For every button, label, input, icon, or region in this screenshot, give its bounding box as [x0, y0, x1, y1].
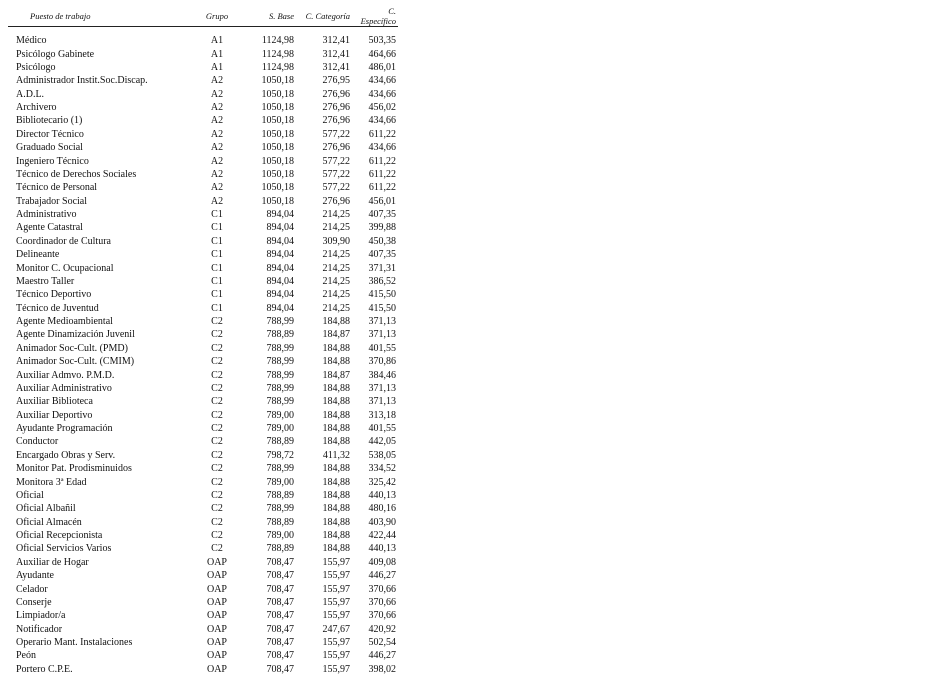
- cell-sueldo-base: 708,47: [266, 637, 294, 649]
- cell-complemento-categoria: 184,88: [322, 382, 350, 394]
- cell-sueldo-base: 1050,18: [261, 142, 294, 154]
- cell-complemento-categoria: 312,41: [322, 48, 350, 60]
- cell-puesto: Auxiliar de Hogar: [16, 556, 89, 568]
- cell-grupo: C2: [211, 449, 223, 461]
- table-header: [8, 6, 398, 27]
- table-row: [8, 556, 398, 569]
- cell-puesto: Psicólogo: [16, 61, 56, 73]
- cell-complemento-categoria: 411,32: [322, 449, 350, 461]
- cell-complemento-especifico: 334,52: [368, 463, 396, 475]
- cell-sueldo-base: 894,04: [266, 209, 294, 221]
- cell-puesto: Animador Soc-Cult. (CMIM): [16, 356, 135, 368]
- table-row: [8, 516, 398, 529]
- cell-puesto: Encargado Obras y Serv.: [16, 449, 116, 461]
- cell-complemento-especifico: 313,18: [368, 409, 396, 421]
- cell-puesto: Técnico de Personal: [16, 182, 98, 194]
- cell-sueldo-base: 788,89: [266, 516, 294, 528]
- table-row: [8, 288, 398, 301]
- cell-grupo: A1: [210, 35, 224, 47]
- cell-grupo: C1: [211, 275, 223, 287]
- cell-puesto: Auxiliar Administrativo: [16, 382, 112, 394]
- table-row: [8, 261, 398, 274]
- cell-complemento-especifico: 442,05: [368, 436, 396, 448]
- cell-puesto: A.D.L.: [16, 88, 45, 100]
- cell-complemento-especifico: 434,66: [368, 142, 396, 154]
- table-row: [8, 195, 398, 208]
- cell-puesto: Celador: [16, 583, 48, 595]
- cell-sueldo-base: 788,99: [266, 316, 294, 328]
- cell-puesto: Monitor C. Ocupacional: [16, 262, 114, 274]
- cell-complemento-especifico: 371,13: [368, 329, 396, 341]
- cell-puesto: Delineante: [16, 249, 60, 261]
- cell-sueldo-base: 894,04: [266, 289, 294, 301]
- cell-sueldo-base: 798,72: [266, 449, 294, 461]
- cell-grupo: C2: [211, 409, 223, 421]
- cell-complemento-especifico: 422,44: [368, 530, 396, 542]
- table-body: [8, 27, 398, 677]
- cell-complemento-categoria: 155,97: [322, 637, 350, 649]
- cell-sueldo-base: 1050,18: [261, 75, 294, 87]
- cell-puesto: Administrativo: [16, 209, 77, 221]
- header-complemento-categoria: C. Categoría: [305, 11, 350, 21]
- salary-table-document: [8, 6, 398, 676]
- cell-puesto: Monitor Pat. Prodisminuidos: [16, 463, 132, 475]
- cell-complemento-categoria: 155,97: [322, 556, 350, 568]
- cell-complemento-especifico: 401,55: [368, 423, 396, 435]
- cell-sueldo-base: 894,04: [266, 235, 294, 247]
- cell-complemento-categoria: 214,25: [322, 222, 350, 234]
- cell-complemento-especifico: 480,16: [368, 503, 396, 515]
- cell-sueldo-base: 788,99: [266, 369, 294, 381]
- cell-puesto: Coordinador de Cultura: [16, 235, 111, 247]
- table-row: [8, 475, 398, 488]
- cell-complemento-categoria: 214,25: [322, 209, 350, 221]
- cell-complemento-especifico: 371,31: [368, 262, 396, 274]
- cell-complemento-especifico: 371,13: [368, 316, 396, 328]
- cell-complemento-categoria: 184,88: [322, 342, 350, 354]
- cell-complemento-categoria: 276,96: [322, 142, 350, 154]
- cell-sueldo-base: 788,89: [266, 489, 294, 501]
- cell-grupo: A2: [210, 155, 224, 167]
- table-row: [8, 235, 398, 248]
- cell-complemento-especifico: 440,13: [368, 489, 396, 501]
- table-row: [8, 569, 398, 582]
- cell-puesto: Oficial Albañil: [16, 503, 76, 515]
- cell-puesto: Técnico de Juventud: [16, 302, 99, 314]
- table-row: [8, 449, 398, 462]
- cell-grupo: C2: [211, 423, 223, 435]
- cell-grupo: C2: [211, 463, 223, 475]
- cell-grupo: C2: [211, 382, 223, 394]
- cell-grupo: OAP: [206, 583, 227, 595]
- table-row: [8, 342, 398, 355]
- cell-sueldo-base: 1050,18: [261, 195, 294, 207]
- table-row: [8, 181, 398, 194]
- cell-sueldo-base: 708,47: [266, 610, 294, 622]
- cell-complemento-categoria: 184,88: [322, 489, 350, 501]
- cell-grupo: C1: [211, 222, 223, 234]
- table-row: [8, 128, 398, 141]
- table-row: [8, 609, 398, 622]
- cell-complemento-categoria: 184,88: [322, 396, 350, 408]
- cell-sueldo-base: 1050,18: [261, 155, 294, 167]
- cell-grupo: A2: [210, 88, 224, 100]
- cell-grupo: C1: [211, 235, 223, 247]
- cell-complemento-categoria: 155,97: [322, 650, 350, 662]
- cell-grupo: OAP: [206, 650, 227, 662]
- cell-puesto: Agente Dinamización Juvenil: [16, 329, 135, 341]
- table-row: [8, 596, 398, 609]
- cell-complemento-especifico: 450,38: [368, 235, 396, 247]
- cell-puesto: Limpiador/a: [16, 610, 66, 622]
- cell-puesto: Técnico de Derechos Sociales: [16, 168, 137, 180]
- cell-complemento-especifico: 456,01: [368, 195, 396, 207]
- cell-grupo: OAP: [206, 596, 227, 608]
- cell-grupo: OAP: [206, 570, 227, 582]
- cell-grupo: A1: [210, 48, 224, 60]
- cell-puesto: Oficial: [16, 489, 44, 501]
- cell-complemento-categoria: 577,22: [322, 155, 350, 167]
- table-row: [8, 114, 398, 127]
- cell-sueldo-base: 1050,18: [261, 168, 294, 180]
- table-row: [8, 168, 398, 181]
- cell-puesto: Conductor: [16, 436, 59, 448]
- cell-grupo: C2: [211, 436, 223, 448]
- cell-puesto: Auxiliar Deportivo: [16, 409, 93, 421]
- cell-complemento-categoria: 247,67: [322, 623, 350, 635]
- cell-complemento-categoria: 184,88: [322, 436, 350, 448]
- cell-sueldo-base: 788,99: [266, 463, 294, 475]
- table-row: [8, 529, 398, 542]
- cell-grupo: A2: [210, 128, 224, 140]
- table-row: [8, 663, 398, 676]
- header-sueldo-base: S. Base: [268, 11, 294, 21]
- cell-sueldo-base: 708,47: [266, 570, 294, 582]
- cell-complemento-categoria: 577,22: [322, 168, 350, 180]
- cell-complemento-especifico: 415,50: [368, 302, 396, 314]
- cell-sueldo-base: 788,89: [266, 436, 294, 448]
- cell-complemento-categoria: 276,95: [322, 75, 350, 87]
- cell-complemento-especifico: 399,88: [368, 222, 396, 234]
- table-row: [8, 141, 398, 154]
- cell-puesto: Conserje: [16, 596, 52, 608]
- cell-puesto: Trabajador Social: [16, 195, 88, 207]
- table-row: [8, 502, 398, 515]
- cell-grupo: C2: [211, 329, 223, 341]
- cell-sueldo-base: 708,47: [266, 596, 294, 608]
- cell-puesto: Portero C.P.E.: [16, 663, 73, 675]
- cell-puesto: Ingeniero Técnico: [16, 155, 89, 167]
- cell-complemento-especifico: 503,35: [368, 35, 396, 47]
- cell-sueldo-base: 789,00: [266, 476, 294, 488]
- header-grupo: Grupo: [205, 11, 229, 21]
- cell-sueldo-base: 894,04: [266, 222, 294, 234]
- cell-complemento-especifico: 409,08: [368, 556, 396, 568]
- cell-grupo: OAP: [206, 610, 227, 622]
- cell-grupo: A2: [210, 75, 224, 87]
- cell-complemento-especifico: 407,35: [368, 249, 396, 261]
- cell-sueldo-base: 1050,18: [261, 88, 294, 100]
- cell-sueldo-base: 1050,18: [261, 182, 294, 194]
- cell-complemento-categoria: 276,96: [322, 102, 350, 114]
- table-row: [8, 315, 398, 328]
- table-row: [8, 221, 398, 234]
- cell-complemento-categoria: 184,88: [322, 516, 350, 528]
- cell-puesto: Notificador: [16, 623, 63, 635]
- cell-puesto: Graduado Social: [16, 142, 83, 154]
- cell-complemento-categoria: 214,25: [322, 275, 350, 287]
- cell-sueldo-base: 789,00: [266, 423, 294, 435]
- cell-complemento-especifico: 434,66: [368, 75, 396, 87]
- cell-complemento-categoria: 184,88: [322, 423, 350, 435]
- table-row: [8, 368, 398, 381]
- header-spacer: [8, 27, 398, 35]
- cell-sueldo-base: 894,04: [266, 262, 294, 274]
- table-row: [8, 47, 398, 60]
- cell-complemento-especifico: 446,27: [368, 650, 396, 662]
- cell-complemento-categoria: 214,25: [322, 262, 350, 274]
- cell-sueldo-base: 788,89: [266, 329, 294, 341]
- cell-complemento-especifico: 370,66: [368, 583, 396, 595]
- cell-complemento-categoria: 309,90: [322, 235, 350, 247]
- cell-grupo: C2: [211, 356, 223, 368]
- cell-complemento-categoria: 155,97: [322, 596, 350, 608]
- cell-sueldo-base: 1050,18: [261, 128, 294, 140]
- table-row: [8, 328, 398, 341]
- cell-grupo: C2: [211, 503, 223, 515]
- cell-complemento-categoria: 214,25: [322, 302, 350, 314]
- cell-complemento-especifico: 611,22: [368, 182, 396, 194]
- cell-puesto: Ayudante: [16, 570, 54, 582]
- cell-complemento-especifico: 420,92: [368, 623, 396, 635]
- cell-sueldo-base: 894,04: [266, 302, 294, 314]
- cell-grupo: C2: [211, 476, 223, 488]
- cell-sueldo-base: 788,99: [266, 342, 294, 354]
- cell-complemento-categoria: 184,88: [322, 476, 350, 488]
- table-row: [8, 382, 398, 395]
- cell-sueldo-base: 1124,98: [261, 35, 294, 47]
- table-row: [8, 623, 398, 636]
- cell-complemento-especifico: 401,55: [368, 342, 396, 354]
- cell-puesto: Técnico Deportivo: [16, 289, 92, 301]
- cell-complemento-categoria: 184,88: [322, 316, 350, 328]
- cell-complemento-categoria: 184,88: [322, 356, 350, 368]
- cell-complemento-categoria: 276,96: [322, 88, 350, 100]
- cell-grupo: OAP: [206, 637, 227, 649]
- cell-complemento-categoria: 577,22: [322, 128, 350, 140]
- cell-complemento-especifico: 440,13: [368, 543, 396, 555]
- cell-complemento-especifico: 407,35: [368, 209, 396, 221]
- cell-complemento-especifico: 611,22: [368, 168, 396, 180]
- cell-puesto: Maestro Taller: [16, 275, 75, 287]
- cell-puesto: Archivero: [16, 102, 57, 114]
- cell-puesto: Animador Soc-Cult. (PMD): [16, 342, 128, 354]
- table-row: [8, 422, 398, 435]
- cell-puesto: Administrador Instit.Soc.Discap.: [16, 75, 148, 87]
- cell-sueldo-base: 708,47: [266, 623, 294, 635]
- cell-sueldo-base: 894,04: [266, 249, 294, 261]
- cell-complemento-categoria: 184,88: [322, 503, 350, 515]
- cell-complemento-especifico: 403,90: [368, 516, 396, 528]
- cell-complemento-especifico: 371,13: [368, 382, 396, 394]
- table-row: [8, 154, 398, 167]
- cell-complemento-especifico: 434,66: [368, 115, 396, 127]
- cell-grupo: C1: [211, 209, 223, 221]
- cell-complemento-categoria: 312,41: [322, 61, 350, 73]
- table-row: [8, 101, 398, 114]
- cell-complemento-especifico: 502,54: [368, 637, 396, 649]
- cell-sueldo-base: 708,47: [266, 556, 294, 568]
- cell-puesto: Agente Catastral: [16, 222, 83, 234]
- cell-puesto: Peón: [16, 650, 36, 662]
- cell-complemento-especifico: 538,05: [368, 449, 396, 461]
- cell-grupo: C2: [211, 530, 223, 542]
- cell-complemento-especifico: 434,66: [368, 88, 396, 100]
- cell-puesto: Médico: [16, 35, 47, 47]
- table-row: [8, 275, 398, 288]
- cell-sueldo-base: 708,47: [266, 663, 294, 675]
- cell-puesto: Agente Medioambiental: [16, 316, 113, 328]
- cell-complemento-categoria: 577,22: [322, 182, 350, 194]
- cell-grupo: C1: [211, 262, 223, 274]
- cell-grupo: C2: [211, 516, 223, 528]
- table-row: [8, 34, 398, 47]
- cell-sueldo-base: 788,99: [266, 503, 294, 515]
- cell-complemento-especifico: 371,13: [368, 396, 396, 408]
- cell-grupo: C2: [211, 342, 223, 354]
- cell-complemento-categoria: 184,87: [322, 329, 350, 341]
- cell-complemento-especifico: 370,66: [368, 610, 396, 622]
- cell-complemento-categoria: 184,87: [322, 369, 350, 381]
- cell-sueldo-base: 894,04: [266, 275, 294, 287]
- cell-grupo: C2: [211, 369, 223, 381]
- cell-puesto: Oficial Recepcionista: [16, 530, 103, 542]
- cell-grupo: A2: [210, 195, 224, 207]
- cell-complemento-especifico: 415,50: [368, 289, 396, 301]
- cell-complemento-categoria: 214,25: [322, 289, 350, 301]
- cell-puesto: Auxiliar Admvo. P.M.D.: [16, 369, 115, 381]
- cell-puesto: Auxiliar Biblioteca: [16, 396, 93, 408]
- cell-sueldo-base: 789,00: [266, 409, 294, 421]
- cell-complemento-especifico: 464,66: [368, 48, 396, 60]
- cell-sueldo-base: 788,89: [266, 543, 294, 555]
- cell-sueldo-base: 1050,18: [261, 115, 294, 127]
- cell-complemento-categoria: 276,96: [322, 195, 350, 207]
- table-row: [8, 355, 398, 368]
- cell-complemento-especifico: 370,86: [368, 356, 396, 368]
- cell-complemento-especifico: 446,27: [368, 570, 396, 582]
- header-row: [8, 6, 398, 27]
- cell-complemento-especifico: 386,52: [368, 275, 396, 287]
- cell-grupo: A1: [210, 61, 224, 73]
- cell-sueldo-base: 788,99: [266, 382, 294, 394]
- cell-puesto: Psicólogo Gabinete: [16, 48, 95, 60]
- cell-puesto: Director Técnico: [16, 128, 84, 140]
- cell-puesto: Bibliotecario (1): [16, 115, 83, 127]
- cell-sueldo-base: 788,99: [266, 396, 294, 408]
- cell-grupo: A2: [210, 115, 224, 127]
- cell-complemento-especifico: 486,01: [368, 61, 396, 73]
- cell-complemento-categoria: 184,88: [322, 543, 350, 555]
- cell-complemento-especifico: 370,66: [368, 596, 396, 608]
- salary-table: [8, 6, 398, 676]
- cell-complemento-especifico: 456,02: [368, 102, 396, 114]
- cell-grupo: C2: [211, 396, 223, 408]
- cell-grupo: C1: [211, 302, 223, 314]
- cell-grupo: OAP: [206, 623, 227, 635]
- cell-puesto: Ayudante Programación: [16, 423, 113, 435]
- cell-complemento-categoria: 184,88: [322, 463, 350, 475]
- cell-puesto: Oficial Servicios Varios: [16, 543, 112, 555]
- cell-complemento-especifico: 611,22: [368, 155, 396, 167]
- cell-puesto: Oficial Almacén: [16, 516, 82, 528]
- header-puesto: Puesto de trabajo: [30, 11, 91, 21]
- cell-complemento-categoria: 312,41: [322, 35, 350, 47]
- cell-sueldo-base: 1050,18: [261, 102, 294, 114]
- table-row: [8, 489, 398, 502]
- cell-grupo: C1: [211, 289, 223, 301]
- cell-sueldo-base: 788,99: [266, 356, 294, 368]
- table-row: [8, 409, 398, 422]
- table-row: [8, 435, 398, 448]
- cell-complemento-categoria: 276,96: [322, 115, 350, 127]
- cell-grupo: C1: [211, 249, 223, 261]
- cell-sueldo-base: 1124,98: [261, 61, 294, 73]
- cell-grupo: C2: [211, 316, 223, 328]
- cell-grupo: A2: [210, 102, 224, 114]
- cell-complemento-categoria: 214,25: [322, 249, 350, 261]
- table-row: [8, 248, 398, 261]
- table-row: [8, 88, 398, 101]
- cell-grupo: A2: [210, 168, 224, 180]
- table-row: [8, 582, 398, 595]
- table-row: [8, 208, 398, 221]
- cell-complemento-especifico: 384,46: [368, 369, 396, 381]
- cell-sueldo-base: 708,47: [266, 650, 294, 662]
- cell-grupo: A2: [210, 142, 224, 154]
- cell-sueldo-base: 789,00: [266, 530, 294, 542]
- cell-sueldo-base: 1124,98: [261, 48, 294, 60]
- table-row: [8, 462, 398, 475]
- cell-complemento-especifico: 398,02: [368, 663, 396, 675]
- cell-puesto: Monitora 3ª Edad: [16, 476, 87, 488]
- cell-grupo: OAP: [206, 663, 227, 675]
- cell-grupo: C2: [211, 543, 223, 555]
- cell-complemento-categoria: 184,88: [322, 530, 350, 542]
- table-row: [8, 542, 398, 555]
- cell-puesto: Operario Mant. Instalaciones: [16, 637, 133, 649]
- cell-complemento-especifico: 611,22: [368, 128, 396, 140]
- table-row: [8, 395, 398, 408]
- cell-complemento-categoria: 155,97: [322, 570, 350, 582]
- cell-complemento-categoria: 155,97: [322, 583, 350, 595]
- table-row: [8, 636, 398, 649]
- table-row: [8, 649, 398, 662]
- cell-complemento-especifico: 325,42: [368, 476, 396, 488]
- header-complemento-especifico: C. Específico: [360, 6, 396, 26]
- cell-complemento-categoria: 155,97: [322, 663, 350, 675]
- table-row: [8, 61, 398, 74]
- cell-grupo: OAP: [206, 556, 227, 568]
- cell-grupo: A2: [210, 182, 224, 194]
- cell-grupo: C2: [211, 489, 223, 501]
- table-row: [8, 74, 398, 87]
- table-row: [8, 302, 398, 315]
- cell-sueldo-base: 708,47: [266, 583, 294, 595]
- cell-complemento-categoria: 184,88: [322, 409, 350, 421]
- cell-complemento-categoria: 155,97: [322, 610, 350, 622]
